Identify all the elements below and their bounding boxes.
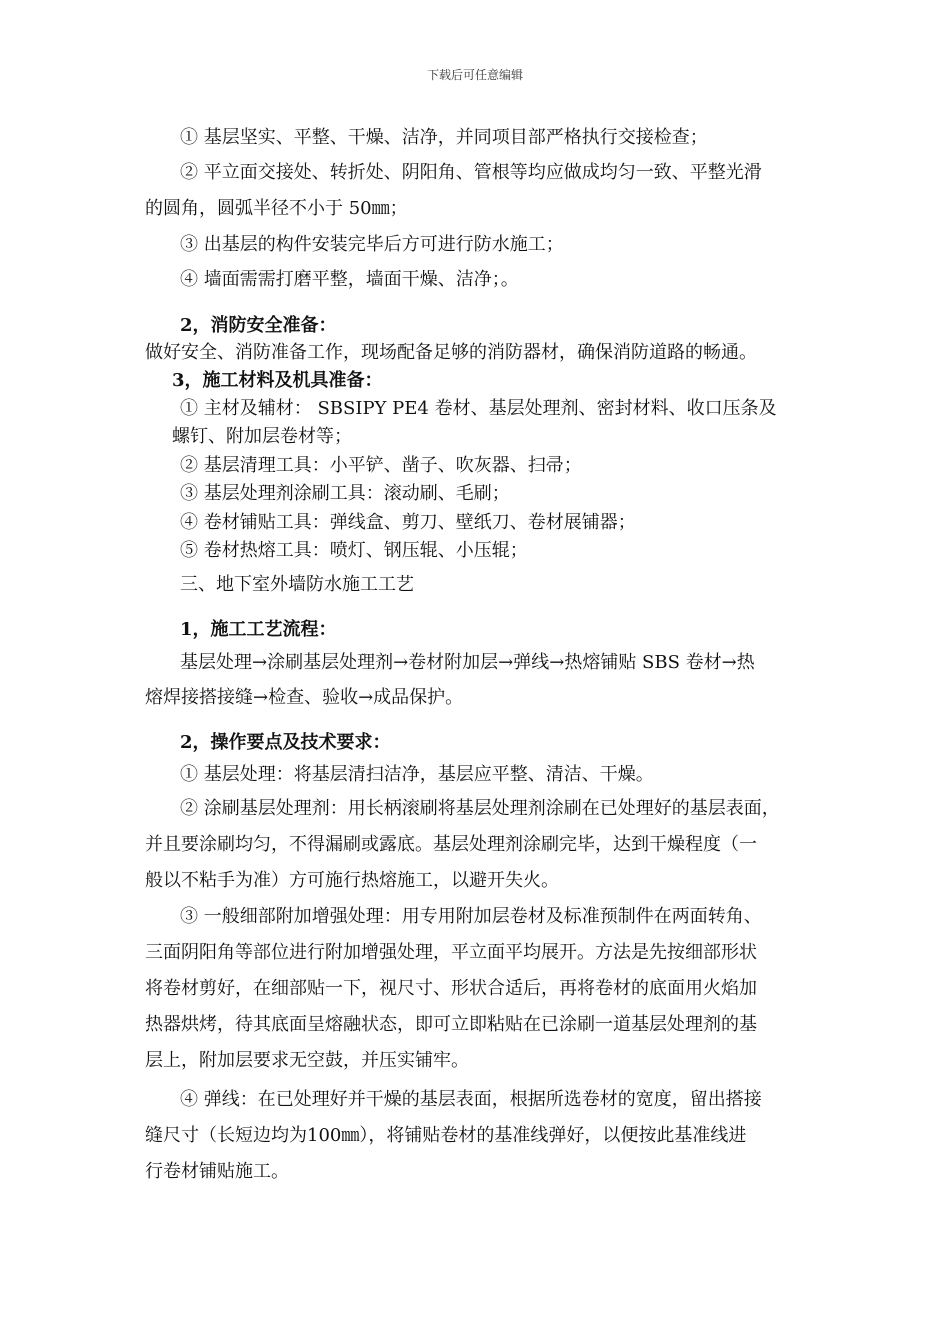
text-line: 做好安全、消防准备工作，现场配备足够的消防器材，确保消防道路的畅通。 xyxy=(145,342,757,363)
text-line: 将卷材剪好，在细部贴一下，视尺寸、形状合适后，再将卷材的底面用火焰加 xyxy=(145,978,757,999)
text-line: ② 基层清理工具：小平铲、凿子、吹灰器、扫帚； xyxy=(180,455,582,476)
text-line: 熔焊接搭接缝→检查、验收→成品保护。 xyxy=(145,687,464,708)
section-heading: 3，施工材料及机具准备： xyxy=(172,370,383,391)
text-line: ② 平立面交接处、转折处、阴阳角、管根等均应做成均匀一致、平整光滑 xyxy=(180,162,762,183)
text-line: ① 主材及辅材： SBSⅠPY PE4 卷材、基层处理剂、密封材料、收口压条及 xyxy=(180,398,777,419)
text-line: ⑤ 卷材热熔工具：喷灯、钢压辊、小压辊； xyxy=(180,540,528,561)
text-line: ④ 墙面需需打磨平整，墙面干燥、洁净；。 xyxy=(180,269,519,290)
text-line: 的圆角，圆弧半径不小于 50㎜； xyxy=(145,198,408,219)
text-line: ③ 出基层的构件安装完毕后方可进行防水施工； xyxy=(180,234,564,255)
text-line: 缝尺寸（长短边均为100㎜），将铺贴卷材的基准线弹好，以便按此基准线进 xyxy=(145,1125,747,1146)
section-heading: 2，消防安全准备： xyxy=(180,315,337,336)
text-line: 螺钉、附加层卷材等； xyxy=(172,426,352,447)
text-line: 热器烘烤，待其底面呈熔融状态，即可立即粘贴在已涂刷一道基层处理剂的基 xyxy=(145,1014,757,1035)
text-line: 行卷材铺贴施工。 xyxy=(145,1161,289,1182)
text-line: 三面阴阳角等部位进行附加增强处理，平立面平均展开。方法是先按细部形状 xyxy=(145,942,757,963)
page-header: 下载后可任意编辑 xyxy=(426,68,523,82)
text-line: 基层处理→涂刷基层处理剂→卷材附加层→弹线→热熔铺贴 SBS 卷材→热 xyxy=(180,652,755,673)
text-line: ① 基层坚实、平整、干燥、洁净，并同项目部严格执行交接检查； xyxy=(180,127,708,148)
text-line: ③ 基层处理剂涂刷工具：滚动刷、毛刷； xyxy=(180,483,510,504)
text-line: ② 涂刷基层处理剂：用长柄滚刷将基层处理剂涂刷在已处理好的基层表面， xyxy=(180,798,780,819)
text-line: ④ 卷材铺贴工具：弹线盒、剪刀、壁纸刀、卷材展铺器； xyxy=(180,512,636,533)
section-heading: 1，施工工艺流程： xyxy=(180,619,337,640)
text-line: 并且要涂刷均匀，不得漏刷或露底。基层处理剂涂刷完毕，达到干燥程度（一 xyxy=(145,834,757,855)
chapter-heading: 三、地下室外墙防水施工工艺 xyxy=(180,574,414,595)
text-line: ④ 弹线：在已处理好并干燥的基层表面，根据所选卷材的宽度，留出搭接 xyxy=(180,1089,762,1110)
text-line: ① 基层处理：将基层清扫洁净，基层应平整、清洁、干燥。 xyxy=(180,764,654,785)
section-heading: 2，操作要点及技术要求： xyxy=(180,732,391,753)
text-line: ③ 一般细部附加增强处理：用专用附加层卷材及标准预制件在两面转角、 xyxy=(180,906,762,927)
text-line: 般以不粘手为准）方可施行热熔施工，以避开失火。 xyxy=(145,870,559,891)
text-line: 层上，附加层要求无空鼓，并压实铺牢。 xyxy=(145,1050,469,1071)
